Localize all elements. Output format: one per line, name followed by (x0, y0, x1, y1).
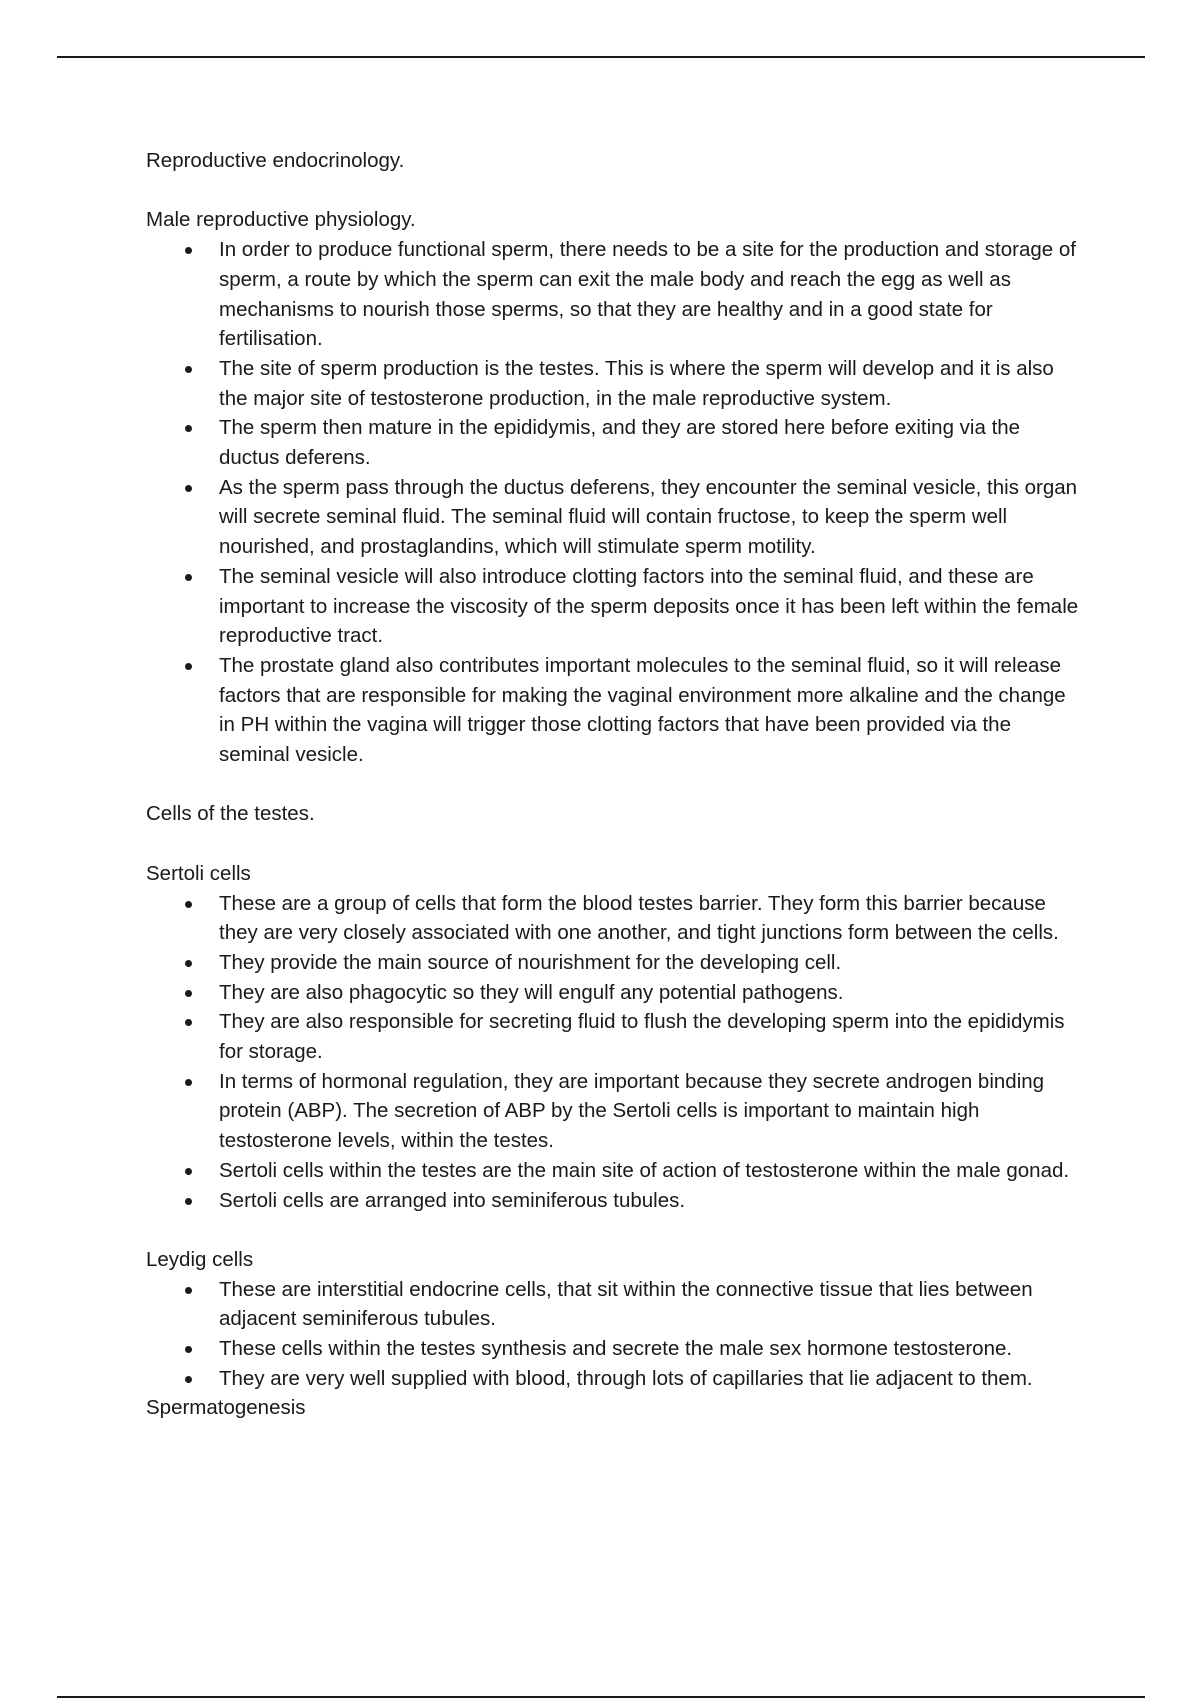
list-item: They are also responsible for secreting fluid to flush the developing sperm into the epididymis for storage. (146, 1007, 1079, 1066)
list-item: They are very well supplied with blood, through lots of capillaries that lie adjacent to them. (146, 1364, 1079, 1394)
section-heading-sertoli-cells: Sertoli cells (146, 861, 251, 885)
list-item: As the sperm pass through the ductus deferens, they encounter the seminal vesicle, this organ will secrete seminal fluid. The seminal fluid will contain fructose, to keep the sperm well nourished, and prostaglandins, which will stimulate sperm motility. (146, 473, 1079, 562)
list-item: They are also phagocytic so they will engulf any potential pathogens. (146, 978, 1079, 1008)
list-item: They provide the main source of nourishment for the developing cell. (146, 948, 1079, 978)
list-item: Sertoli cells are arranged into seminiferous tubules. (146, 1186, 1079, 1216)
list-item: These cells within the testes synthesis and secrete the male sex hormone testosterone. (146, 1334, 1079, 1364)
list-item: These are interstitial endocrine cells, that sit within the connective tissue that lies between adjacent seminiferous tubules. (146, 1275, 1079, 1334)
list-item: In order to produce functional sperm, there needs to be a site for the production and storage of sperm, a route by which the sperm can exit the male body and reach the egg as well as mechanisms to nourish those sperms, so that they are healthy and in a good state for fertilisation. (146, 235, 1079, 354)
document-title: Reproductive endocrinology. (146, 149, 405, 172)
section-heading-cells-of-testes: Cells of the testes. (146, 802, 315, 826)
spacer (146, 176, 1066, 206)
list-item: The prostate gland also contributes important molecules to the seminal fluid, so it will release factors that are responsible for making the vaginal environment more alkaline and the change in PH within the vagina will trigger those clotting factors that have been provided via the seminal vesicle. (146, 651, 1079, 770)
document-body (146, 146, 1079, 1423)
footer-rule (57, 1696, 1145, 1698)
header-rule (57, 56, 1145, 58)
leydig-cells-list (146, 1275, 1066, 1394)
spacer (146, 829, 1066, 859)
list-item: These are a group of cells that form the blood testes barrier. They form this barrier because they are very closely associated with one another, and tight junctions form between the cells. (146, 889, 1079, 948)
spacer (146, 1215, 1066, 1245)
list-item: The site of sperm production is the testes. This is where the sperm will develop and it is also the major site of testosterone production, in the male reproductive system. (146, 354, 1079, 413)
sertoli-cells-list (146, 889, 1070, 1216)
section-heading-male-physiology: Male reproductive physiology. (146, 208, 416, 232)
section-heading-leydig-cells: Leydig cells (146, 1247, 254, 1271)
list-item: The sperm then mature in the epididymis, and they are stored here before exiting via the ductus deferens. (146, 413, 1079, 472)
male-physiology-list (146, 235, 1079, 770)
list-item: Sertoli cells within the testes are the main site of action of testosterone within the male gonad. (146, 1156, 1079, 1186)
list-item: The seminal vesicle will also introduce clotting factors into the seminal fluid, and these are important to increase the viscosity of the sperm deposits once it has been left within the female reproductive tract. (146, 562, 1079, 651)
list-item: In terms of hormonal regulation, they are important because they secrete androgen binding protein (ABP). The secretion of ABP by the Sertoli cells is important to maintain high testosterone levels, within the testes. (146, 1067, 1079, 1156)
spacer (146, 770, 1066, 800)
section-heading-spermatogenesis: Spermatogenesis (146, 1396, 306, 1420)
